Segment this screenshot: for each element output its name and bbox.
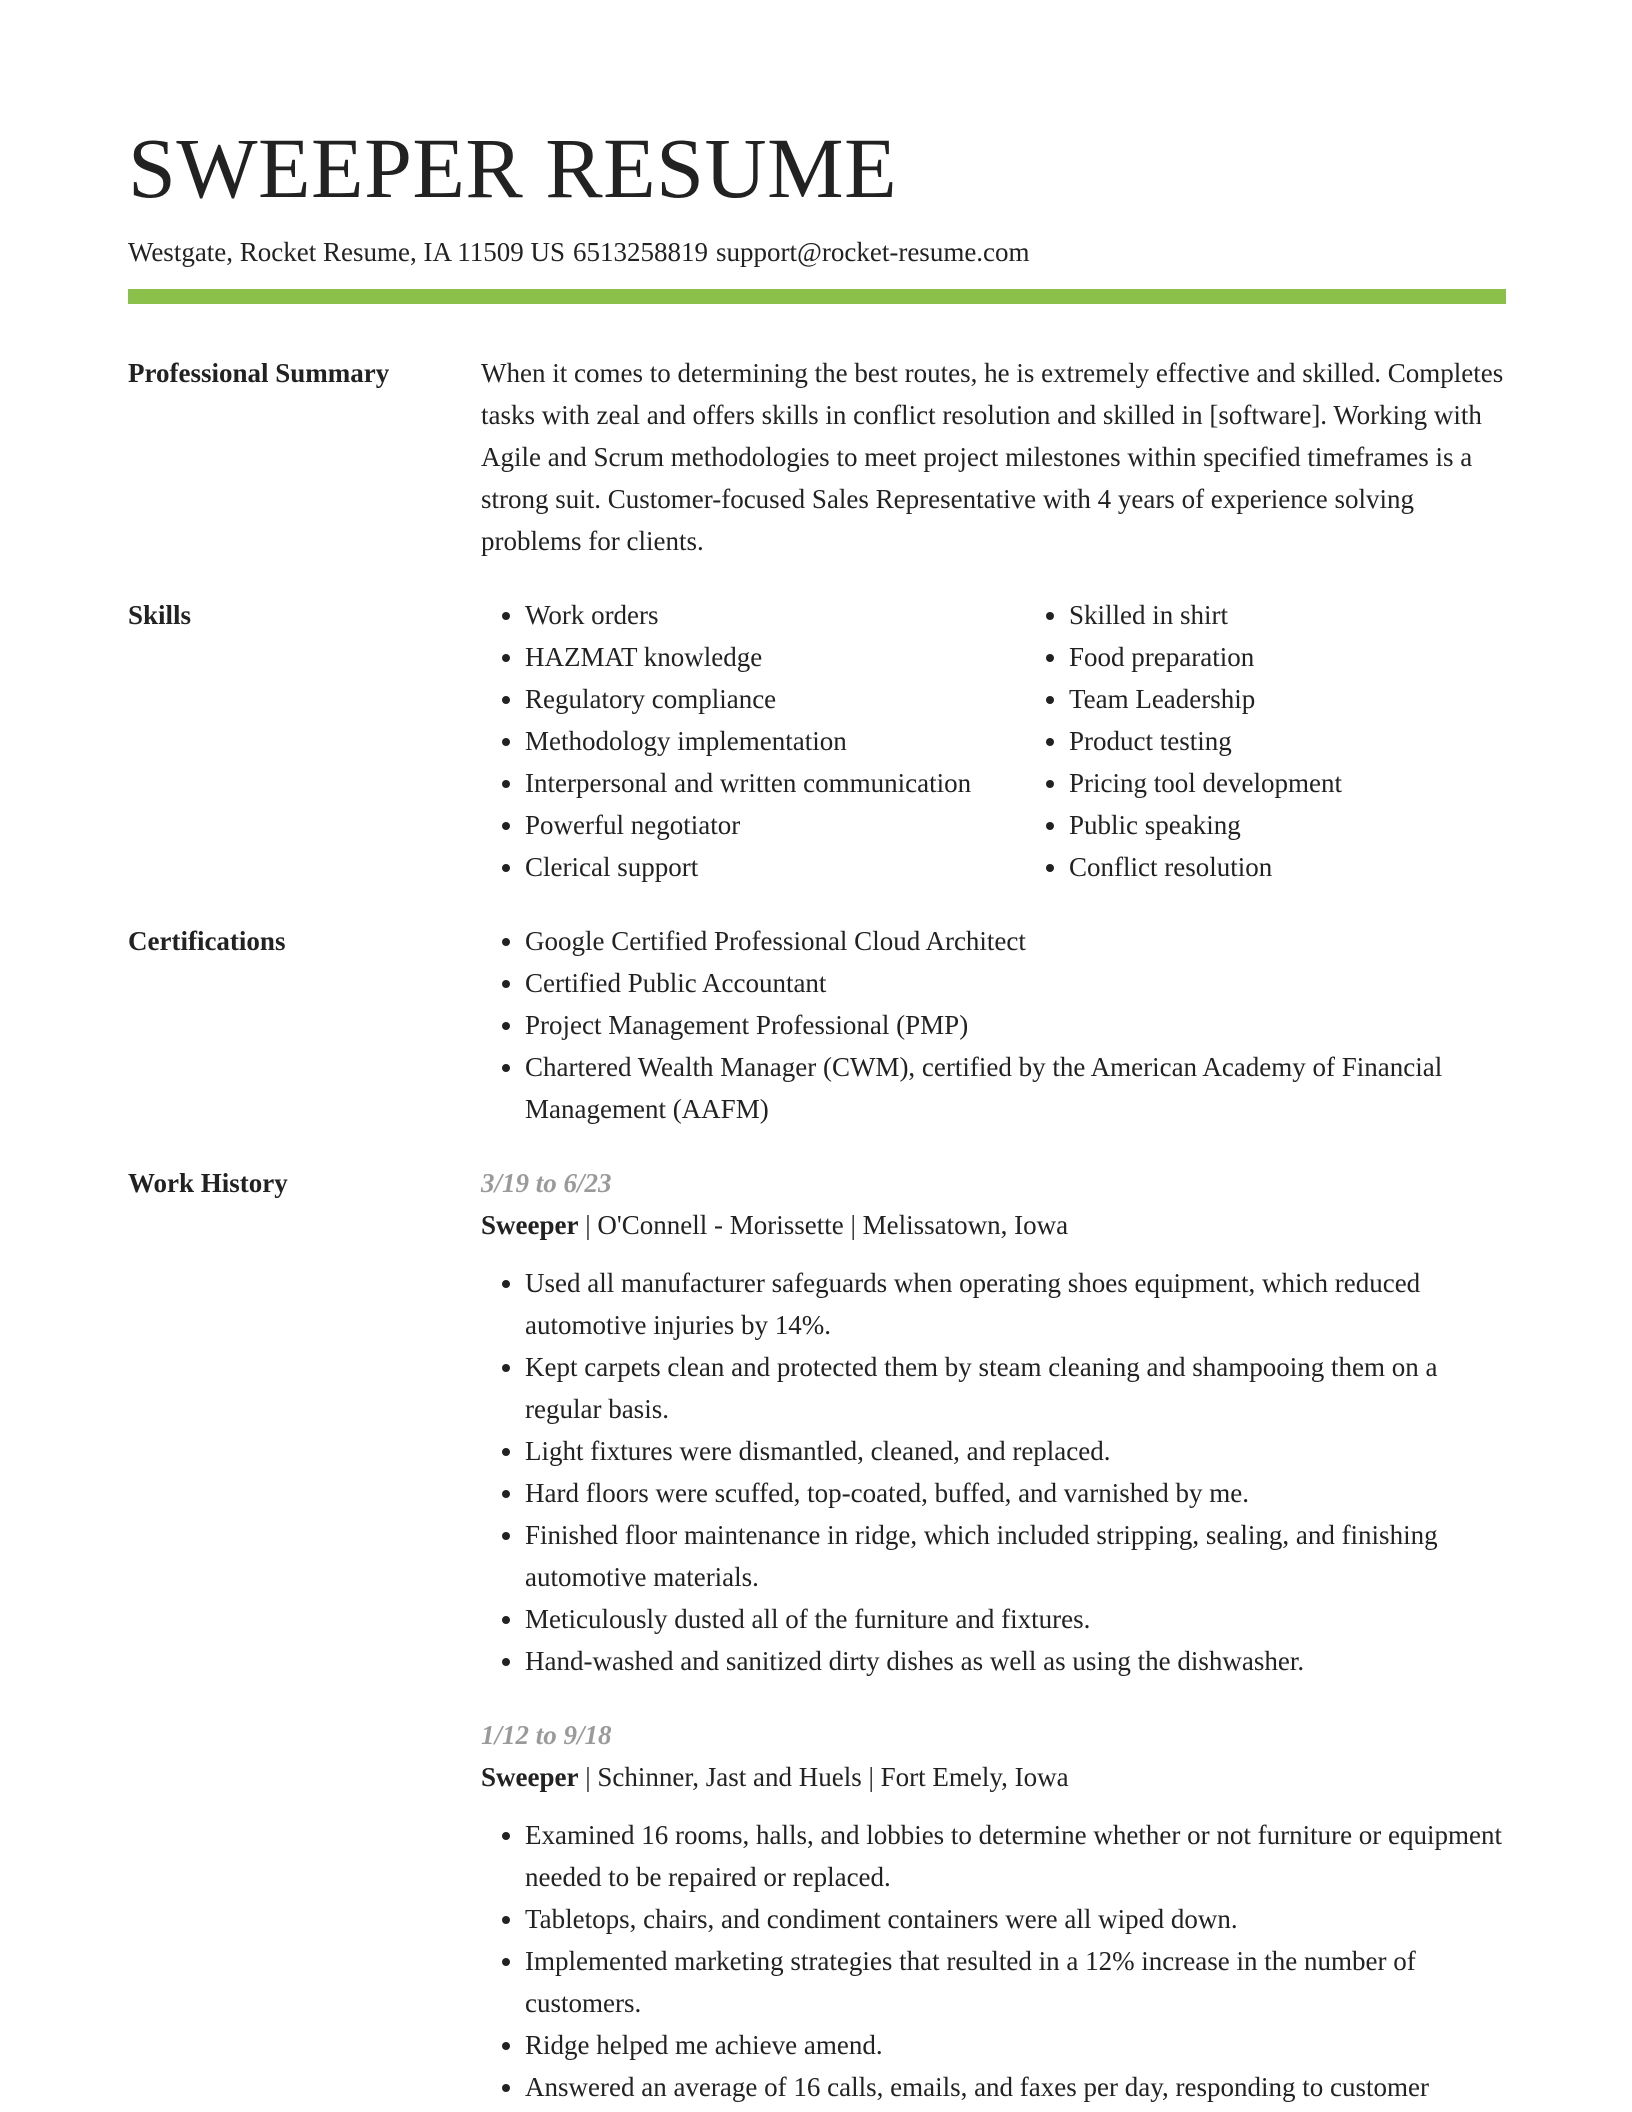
- skills-heading: Skills: [128, 600, 192, 630]
- job-bullet: • Kept carpets clean and protected them by steam cleaning and shampooing them on a regular basis.: [525, 1346, 1506, 1430]
- contact-line: [128, 234, 1506, 270]
- skill-item: • Methodology implementation: [525, 720, 985, 762]
- job-dates: 1/12 to 9/18: [481, 1720, 612, 1750]
- summary-section: [128, 352, 1506, 562]
- job-bullet: • Meticulously dusted all of the furniture and fixtures.: [525, 1598, 1506, 1640]
- skill-item: • Food preparation: [1069, 636, 1529, 678]
- job-dates: 3/19 to 6/23: [481, 1168, 612, 1198]
- skills-column-right: [1025, 594, 1529, 888]
- certifications-body: [481, 920, 1506, 1130]
- job-bullet: • Ridge helped me achieve amend.: [525, 2024, 1506, 2066]
- job-bullet: • Used all manufacturer safeguards when operating shoes equipment, which reduced automotive injuries by 14%.: [525, 1262, 1506, 1346]
- summary-heading: Professional Summary: [128, 358, 390, 388]
- contact-email: support@rocket-resume.com: [716, 237, 1030, 267]
- skills-list: [481, 594, 1529, 888]
- skills-section: [128, 594, 1506, 888]
- certifications-heading: Certifications: [128, 926, 286, 956]
- skill-item: • HAZMAT knowledge: [525, 636, 985, 678]
- job-bullet: • Tabletops, chairs, and condiment containers were all wiped down.: [525, 1898, 1506, 1940]
- skill-item: • Powerful negotiator: [525, 804, 985, 846]
- summary-text: When it comes to determining the best routes, he is extremely effective and skilled. Completes tasks with zeal and offers skills in conflict resolution and skilled in [software]. Working with Agile and Scrum methodologies to meet project milestones within specified timeframes is a strong suit. Customer-focused Sales Representative with 4 years of experience solving problems for clients.: [481, 358, 1504, 556]
- skill-item: • Team Leadership: [1069, 678, 1529, 720]
- job-employer-location: | O'Connell - Morissette | Melissatown, Iowa: [578, 1210, 1069, 1240]
- certifications-list: [481, 920, 1506, 1130]
- job-heading: [481, 1756, 1506, 1798]
- skill-item: • Public speaking: [1069, 804, 1529, 846]
- job-bullet: • Examined 16 rooms, halls, and lobbies to determine whether or not furniture or equipment needed to be repaired or replaced.: [525, 1814, 1506, 1898]
- job-bullet: • Hand-washed and sanitized dirty dishes as well as using the dishwasher.: [525, 1640, 1506, 1682]
- skill-item: • Skilled in shirt: [1069, 594, 1529, 636]
- work-history-heading: Work History: [128, 1168, 288, 1198]
- skill-item: • Work orders: [525, 594, 985, 636]
- job-employer-location: | Schinner, Jast and Huels | Fort Emely, Iowa: [578, 1762, 1069, 1792]
- skill-item: • Clerical support: [525, 846, 985, 888]
- job-heading: [481, 1204, 1506, 1246]
- certification-item: • Project Management Professional (PMP): [525, 1004, 1506, 1046]
- skill-item: • Product testing: [1069, 720, 1529, 762]
- job-bullet: • Finished floor maintenance in ridge, which included stripping, sealing, and finishing automotive materials.: [525, 1514, 1506, 1598]
- job-bullet: • Light fixtures were dismantled, cleaned, and replaced.: [525, 1430, 1506, 1472]
- job-entry: [481, 1714, 1506, 2108]
- job-title: Sweeper: [481, 1210, 579, 1240]
- accent-divider: [128, 289, 1506, 304]
- job-entry: [481, 1162, 1506, 1682]
- certification-item: • Certified Public Accountant: [525, 962, 1506, 1004]
- certification-item: • Chartered Wealth Manager (CWM), certified by the American Academy of Financial Management (AAFM): [525, 1046, 1506, 1130]
- work-history-body: [481, 1162, 1506, 2108]
- job-title: Sweeper: [481, 1762, 579, 1792]
- job-bullets: [481, 1814, 1506, 2108]
- contact-address: Westgate, Rocket Resume, IA 11509 US: [128, 237, 566, 267]
- skills-column-left: [481, 594, 985, 888]
- certifications-section: [128, 920, 1506, 1130]
- work-history-section: [128, 1162, 1506, 2108]
- skill-item: • Interpersonal and written communication: [525, 762, 985, 804]
- job-bullet: • Implemented marketing strategies that resulted in a 12% increase in the number of customers.: [525, 1940, 1506, 2024]
- job-bullet: • Hard floors were scuffed, top-coated, buffed, and varnished by me.: [525, 1472, 1506, 1514]
- skill-item: • Pricing tool development: [1069, 762, 1529, 804]
- contact-phone: 6513258819: [573, 237, 709, 267]
- job-bullet: • Answered an average of 16 calls, emails, and faxes per day, responding to customer: [525, 2066, 1506, 2108]
- skill-item: • Regulatory compliance: [525, 678, 985, 720]
- skill-item: • Conflict resolution: [1069, 846, 1529, 888]
- resume-page: [128, 118, 1506, 2108]
- certification-item: • Google Certified Professional Cloud Architect: [525, 920, 1506, 962]
- job-bullets: [481, 1262, 1506, 1682]
- page-title: SWEEPER RESUME: [128, 120, 898, 216]
